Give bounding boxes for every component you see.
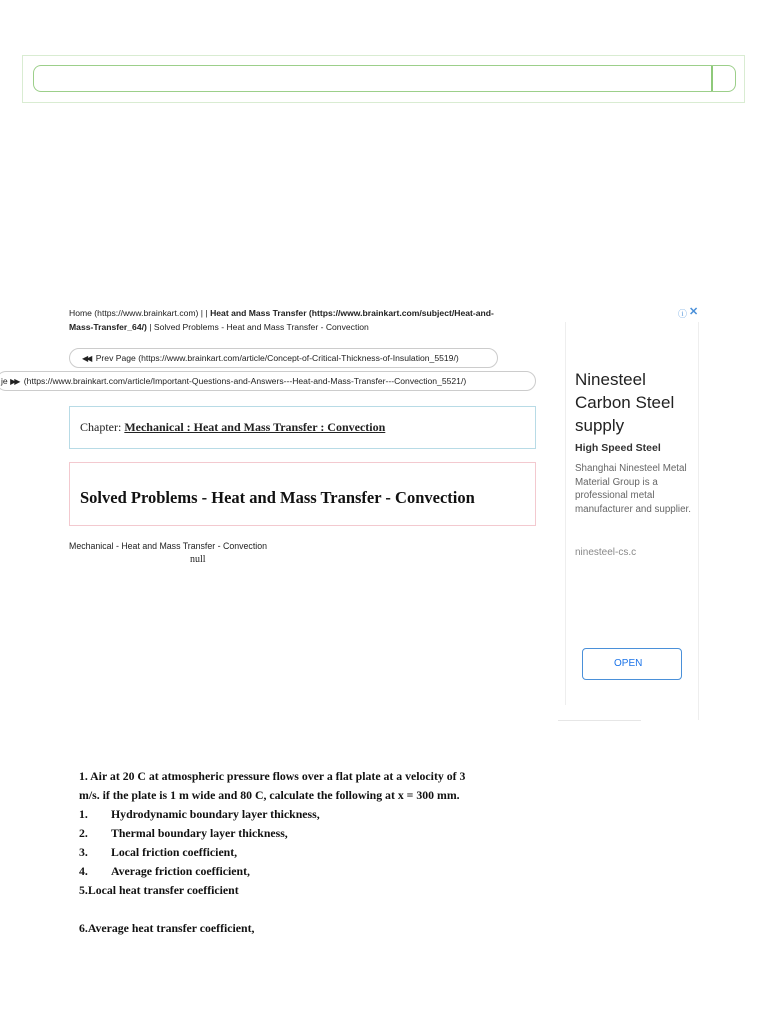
problem-statement bbox=[79, 767, 529, 938]
ad-description: Shanghai Ninesteel Metal Material Group is a professional metal manufacturer and supplier. bbox=[575, 463, 691, 515]
info-icon[interactable]: ⓘ bbox=[678, 309, 688, 319]
list-item-text: Local friction coefficient, bbox=[111, 845, 238, 859]
list-item-number: 2. bbox=[79, 826, 88, 840]
ad-subtitle: High Speed Steel bbox=[575, 442, 661, 454]
breadcrumb-home-link[interactable]: Home (https://www.brainkart.com) bbox=[69, 308, 199, 318]
list-item bbox=[79, 862, 529, 881]
subject-line: Mechanical - Heat and Mass Transfer - Convection bbox=[69, 541, 268, 551]
page-title: Solved Problems - Heat and Mass Transfer - Convection bbox=[80, 488, 475, 507]
null-text: null bbox=[190, 554, 206, 565]
ad-banner[interactable] bbox=[565, 322, 691, 705]
search-button[interactable] bbox=[711, 65, 736, 92]
breadcrumb-subject-text-1: Heat and Mass Transfer (https://www.brainkart.com/subject/Heat-and- bbox=[210, 308, 494, 318]
ad-divider-horizontal bbox=[558, 720, 641, 721]
ad-title[interactable]: Ninesteel Carbon Steel supply bbox=[575, 370, 675, 435]
chapter-prefix: Chapter: bbox=[80, 420, 125, 434]
next-page-label: (https://www.brainkart.com/article/Important-Questions-and-Answers---Heat-and-Mass-Transfer---Convection_5521/) bbox=[23, 376, 467, 386]
list-item bbox=[79, 824, 529, 843]
breadcrumb-subject-text-2: Mass-Transfer_64/) bbox=[69, 321, 147, 332]
list-item-number: 4. bbox=[79, 864, 88, 878]
problem-intro-line-2: m/s. if the plate is 1 m wide and 80 C, calculate the following at x = 300 mm. bbox=[79, 788, 460, 802]
chapter-link[interactable]: Mechanical : Heat and Mass Transfer : Convection bbox=[124, 420, 386, 434]
ad-card bbox=[566, 322, 701, 705]
prev-page-button[interactable] bbox=[69, 348, 498, 368]
breadcrumb-current: | Solved Problems - Heat and Mass Transfer - Convection bbox=[146, 321, 369, 332]
list-item bbox=[79, 805, 529, 824]
list-item bbox=[79, 843, 529, 862]
title-box bbox=[69, 462, 536, 526]
chapter-box bbox=[69, 406, 536, 449]
search-bar bbox=[22, 55, 745, 103]
list-item-5: 5.Local heat transfer coefficient bbox=[79, 883, 239, 897]
ad-domain: ninesteel-cs.c bbox=[575, 547, 637, 558]
close-icon[interactable]: ✕ bbox=[689, 306, 699, 318]
spacer bbox=[79, 900, 529, 919]
problem-intro-line-1: 1. Air at 20 C at atmospheric pressure flows over a flat plate at a velocity of 3 bbox=[79, 769, 466, 783]
list-item-number: 1. bbox=[79, 807, 88, 821]
double-right-arrow-icon: ▶▶ bbox=[10, 377, 19, 386]
ad-open-button[interactable]: OPEN bbox=[582, 648, 682, 680]
list-item-text: Average friction coefficient, bbox=[111, 864, 250, 878]
next-page-partial-label: je bbox=[1, 376, 8, 386]
double-left-arrow-icon: ◀◀ bbox=[82, 354, 91, 363]
list-item-number: 3. bbox=[79, 845, 88, 859]
list-item-6: 6.Average heat transfer coefficient, bbox=[79, 921, 255, 935]
search-input[interactable] bbox=[33, 65, 711, 92]
prev-page-label: Prev Page (https://www.brainkart.com/article/Concept-of-Critical-Thickness-of-Insulation_5519/) bbox=[95, 353, 459, 363]
ad-divider-vertical bbox=[698, 322, 699, 720]
next-page-button[interactable] bbox=[0, 371, 536, 391]
breadcrumb bbox=[69, 307, 539, 334]
list-item-text: Hydrodynamic boundary layer thickness, bbox=[111, 807, 320, 821]
breadcrumb-separator: | | bbox=[198, 308, 211, 318]
list-item-text: Thermal boundary layer thickness, bbox=[111, 826, 288, 840]
